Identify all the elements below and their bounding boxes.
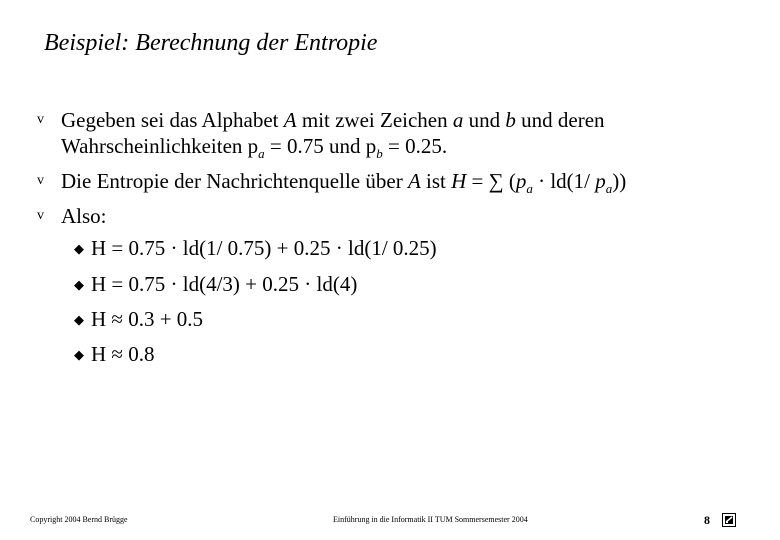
bullet-marker-icon: v bbox=[37, 112, 44, 127]
bullet-marker-icon: v bbox=[37, 173, 44, 188]
diamond-bullet-icon: ◆ bbox=[74, 241, 84, 256]
footer-course: Einführung in die Informatik II TUM Sommersemester 2004 bbox=[333, 515, 528, 524]
text-segment: a bbox=[452, 108, 464, 132]
bullet-marker-icon: v bbox=[37, 208, 44, 223]
sub-item-step-3 bbox=[74, 306, 203, 333]
sub-item-step-4 bbox=[74, 341, 154, 368]
subscript: a bbox=[605, 181, 613, 196]
diamond-bullet-icon: ◆ bbox=[74, 277, 84, 292]
sub-item-text: H = 0.75 · ld(1/ 0.75) + 0.25 · ld(1/ 0.25) bbox=[91, 236, 437, 260]
text-segment: Die Entropie der Nachrichtenquelle über bbox=[61, 169, 408, 193]
text-segment: Gegeben sei das Alphabet bbox=[61, 108, 284, 132]
bullet-alphabet bbox=[0, 107, 780, 159]
bullet-text: Also: bbox=[61, 204, 107, 228]
bullet-text-continuation bbox=[61, 133, 447, 159]
text-segment: H bbox=[451, 169, 467, 193]
bullet-also bbox=[0, 203, 780, 229]
subscript: b bbox=[376, 146, 383, 161]
text-segment: Wahrscheinlichkeiten p bbox=[61, 134, 259, 158]
text-segment: A bbox=[407, 169, 421, 193]
sub-item-text: H ≈ 0.8 bbox=[91, 342, 155, 366]
text-segment: = 0.75 und p bbox=[264, 134, 377, 158]
sub-item-step-1 bbox=[74, 235, 437, 262]
text-segment: ist bbox=[420, 169, 452, 193]
text-segment: A bbox=[283, 108, 297, 132]
bullet-text bbox=[61, 168, 626, 194]
text-segment: p bbox=[515, 169, 527, 193]
subscript: a bbox=[526, 181, 533, 196]
sub-item-text: H ≈ 0.3 + 0.5 bbox=[91, 307, 204, 331]
text-segment: · ld(1/ bbox=[532, 169, 596, 193]
text-segment: = ∑ ( bbox=[466, 169, 516, 193]
page-number: 8 bbox=[704, 513, 710, 527]
sub-item-text: H = 0.75 · ld(4/3) + 0.25 · ld(4) bbox=[91, 272, 358, 296]
text-segment: b bbox=[505, 108, 516, 132]
footer-copyright: Copyright 2004 Bernd Brügge bbox=[30, 515, 128, 524]
text-segment: )) bbox=[612, 169, 627, 193]
slide-title: Beispiel: Berechnung der Entropie bbox=[44, 30, 378, 56]
text-segment: mit zwei Zeichen bbox=[296, 108, 453, 132]
subscript: a bbox=[258, 146, 265, 161]
text-segment: p bbox=[595, 169, 606, 193]
slide-navigation-icon[interactable] bbox=[722, 513, 736, 527]
diamond-bullet-icon: ◆ bbox=[74, 312, 84, 327]
bullet-text bbox=[61, 107, 605, 133]
bullet-entropy bbox=[0, 168, 780, 194]
text-segment: = 0.25. bbox=[382, 134, 448, 158]
text-segment: und deren bbox=[515, 108, 605, 132]
diamond-bullet-icon: ◆ bbox=[74, 347, 84, 362]
sub-item-step-2 bbox=[74, 271, 357, 298]
text-segment: und bbox=[463, 108, 506, 132]
